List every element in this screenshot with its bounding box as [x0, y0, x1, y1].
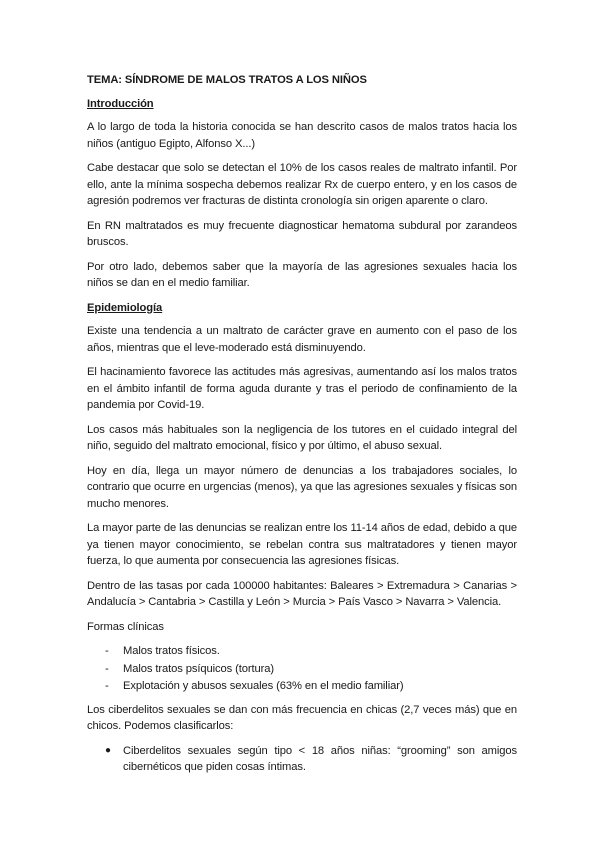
section-heading-introduccion: Introducción: [87, 97, 154, 110]
paragraph: En RN maltratados es muy frecuente diagnosticar hematoma subdural por zarandeos bruscos.: [87, 219, 517, 248]
list-item-text: Malos tratos psíquicos (tortura): [123, 662, 274, 675]
paragraph: Los casos más habituales son la negligencia de los tutores en el cuidado integral del niño, seguido del maltrato emocional, físico y por último, el abuso sexual.: [87, 423, 517, 452]
paragraph: A lo largo de toda la historia conocida se han descrito casos de malos tratos hacia los niños (antiguo Egipto, Alfonso X...): [87, 121, 517, 150]
formas-clinicas-label: Formas clínicas: [87, 620, 164, 633]
list-item-text: Malos tratos físicos.: [123, 645, 220, 657]
paragraph: Hoy en día, llega un mayor número de denuncias a los trabajadores sociales, lo contrario que ocurre en urgencias (menos), ya que las agresiones sexuales y físicas son mucho menores.: [87, 464, 517, 510]
list-item-text: Explotación y abusos sexuales (63% en el medio familiar): [123, 680, 404, 692]
paragraph: Cabe destacar que solo se detectan el 10% de los casos reales de maltrato infantil. Por ello, ante la mínima sospecha debemos realizar Rx de cuerpo entero, y en los casos de agresión podremos ver fracturas de distinta cronología sin origen aparente o claro.: [87, 162, 517, 207]
list-item: [87, 661, 517, 678]
paragraph: Existe una tendencia a un maltrato de carácter grave en aumento con el paso de los años, mientras que el leve-moderado está disminuyendo.: [87, 325, 517, 354]
list-item: [87, 743, 517, 776]
paragraph: Por otro lado, debemos saber que la mayoría de las agresiones sexuales hacia los niños se dan en el medio familiar.: [87, 260, 517, 289]
paragraph: La mayor parte de las denuncias se realizan entre los 11-14 años de edad, debido a que ya tienen mayor conocimiento, se rebelan contra sus maltratadores y tienen mayor fuerza, lo que aumenta por consecuencia las agresiones físicas.: [87, 522, 517, 567]
paragraph: El hacinamiento favorece las actitudes más agresivas, aumentando así los malos tratos en el ámbito infantil de forma aguda durante y tras el periodo de confinamiento de la pandemia por Covid-19.: [87, 366, 517, 411]
bullet-marker: ●: [105, 744, 111, 756]
dash-marker: -: [105, 645, 109, 657]
paragraph: Los ciberdelitos sexuales se dan con más frecuencia en chicas (2,7 veces más) que en chicos. Podemos clasificarlos:: [87, 703, 517, 732]
list-item: [87, 678, 517, 695]
paragraph: Dentro de las tasas por cada 100000 habitantes: Baleares > Extremadura > Canarias > Andalucía > Cantabria > Castilla y León > Murcia > País Vasco > Navarra > Valencia.: [87, 579, 517, 608]
formas-clinicas-list: [87, 643, 517, 695]
document-page: [87, 72, 517, 776]
dash-marker: -: [105, 680, 109, 692]
list-item: [87, 643, 517, 660]
dash-marker: -: [105, 662, 109, 675]
ciberdelitos-list: [87, 743, 517, 776]
section-heading-epidemiologia: Epidemiología: [87, 301, 163, 314]
list-item-text: Ciberdelitos sexuales según tipo < 18 años niñas: “grooming” son amigos cibernéticos que piden cosas íntimas.: [123, 744, 517, 773]
document-title: TEMA: SÍNDROME DE MALOS TRATOS A LOS NIÑOS: [87, 74, 367, 86]
